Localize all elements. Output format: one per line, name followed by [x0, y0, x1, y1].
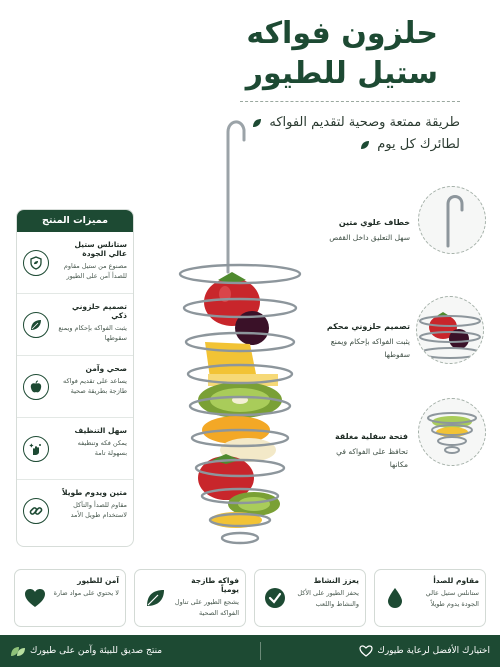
zoom-hook [418, 186, 486, 254]
footer-left-text: منتج صديق للبيئة وآمن على طيورك [30, 646, 163, 656]
feature-item [17, 418, 133, 480]
leaf-icon [359, 139, 371, 151]
benefit-card [134, 569, 246, 627]
feature-title: متين ويدوم طويلاً [62, 488, 127, 497]
benefits-row [14, 569, 486, 627]
sparkle-hand-icon [23, 436, 49, 462]
feature-desc: يثبت الفواكه بإحكام ويمنع سقوطها [58, 324, 127, 342]
feature-item [17, 294, 133, 356]
hook-icon [422, 190, 482, 250]
feature-desc: مقاوم للصدأ والتآكل لاستخدام طويل الأمد [70, 501, 127, 519]
leaf-icon [23, 312, 49, 338]
title-divider [240, 101, 460, 102]
fruit-spiral-skewer [170, 112, 320, 562]
benefit-title: فواكه طازجة يومياً [191, 576, 239, 594]
apple-icon [23, 374, 49, 400]
title-line-1: حلزون فواكه [246, 16, 438, 51]
feature-title: ستانلس ستيل عالي الجودة [74, 240, 127, 258]
footer-right-text: اختيارك الأفضل لرعاية طيورك [377, 646, 490, 656]
feature-title: تصميم حلزوني ذكي [72, 302, 127, 320]
chain-link-icon [23, 498, 49, 524]
zoom-bottom [418, 398, 486, 466]
benefit-card [14, 569, 126, 627]
benefit-title: آمن للطيور [77, 576, 119, 585]
feature-title: صحي وآمن [85, 364, 127, 373]
tagline-line-1: طريقة ممتعة وصحية لتقديم الفواكه [269, 115, 460, 130]
benefit-card [254, 569, 366, 627]
footer-left [10, 644, 162, 658]
callout-desc: سهل التعليق داخل القفص [329, 233, 410, 242]
leaves-icon [10, 644, 26, 658]
features-heading: مميزات المنتج [17, 210, 133, 232]
leaf-icon [142, 585, 168, 611]
footer-bar [0, 635, 500, 667]
benefit-title: مقاوم للصدأ [433, 576, 479, 585]
droplet-icon [382, 585, 408, 611]
callout-desc: يثبت الفواكه بإحكام ويمنع سقوطها [330, 337, 410, 359]
feature-desc: مصنوع من ستيل مقاوم للصدأ آمن على الطيور [63, 262, 127, 280]
closed-bottom-icon [422, 402, 482, 462]
feature-title: سهل التنظيف [74, 426, 127, 435]
feature-item [17, 232, 133, 294]
page-title [218, 14, 438, 94]
callout-hook [320, 218, 410, 244]
check-circle-icon [262, 585, 288, 611]
benefit-desc: ستانلس ستيل عالي الجودة يدوم طويلاً [425, 589, 479, 608]
heart-hand-icon [359, 644, 373, 658]
spiral-detail-icon [417, 297, 483, 363]
benefit-desc: يشجع الطيور على تناول الفواكه الصحية [174, 598, 239, 617]
benefit-desc: لا يحتوي على مواد ضارة [53, 589, 119, 597]
zoom-spiral [416, 296, 484, 364]
shield-leaf-icon [23, 250, 49, 276]
heart-icon [22, 585, 48, 611]
feature-desc: يساعد على تقديم فواكه طازجة بطريقة صحية [62, 377, 127, 395]
benefit-card [374, 569, 486, 627]
hook [228, 122, 244, 272]
benefit-title: يعزز النشاط [313, 576, 359, 585]
title-line-2: ستيل للطيور [245, 56, 438, 91]
feature-item [17, 480, 133, 542]
benefit-desc: يحفز الطيور على الأكل والنشاط واللعب [297, 589, 359, 608]
features-panel [16, 209, 134, 547]
callout-title: تصميم حلزوني محكم [326, 322, 410, 331]
feature-item [17, 356, 133, 418]
callout-title: خطاف علوي متين [338, 218, 410, 227]
footer-divider [260, 642, 261, 660]
tagline-line-2: لطائرك كل يوم [377, 137, 460, 152]
callout-bottom [318, 432, 408, 471]
footer-right [359, 644, 490, 658]
feature-desc: يمكن فكه وتنظيفه بسهولة تامة [77, 439, 127, 457]
callout-desc: تحافظ على الفواكه في مكانها [336, 447, 408, 469]
callout-title: فتحة سفلية مغلقة [334, 432, 408, 441]
callout-spiral [318, 322, 410, 361]
